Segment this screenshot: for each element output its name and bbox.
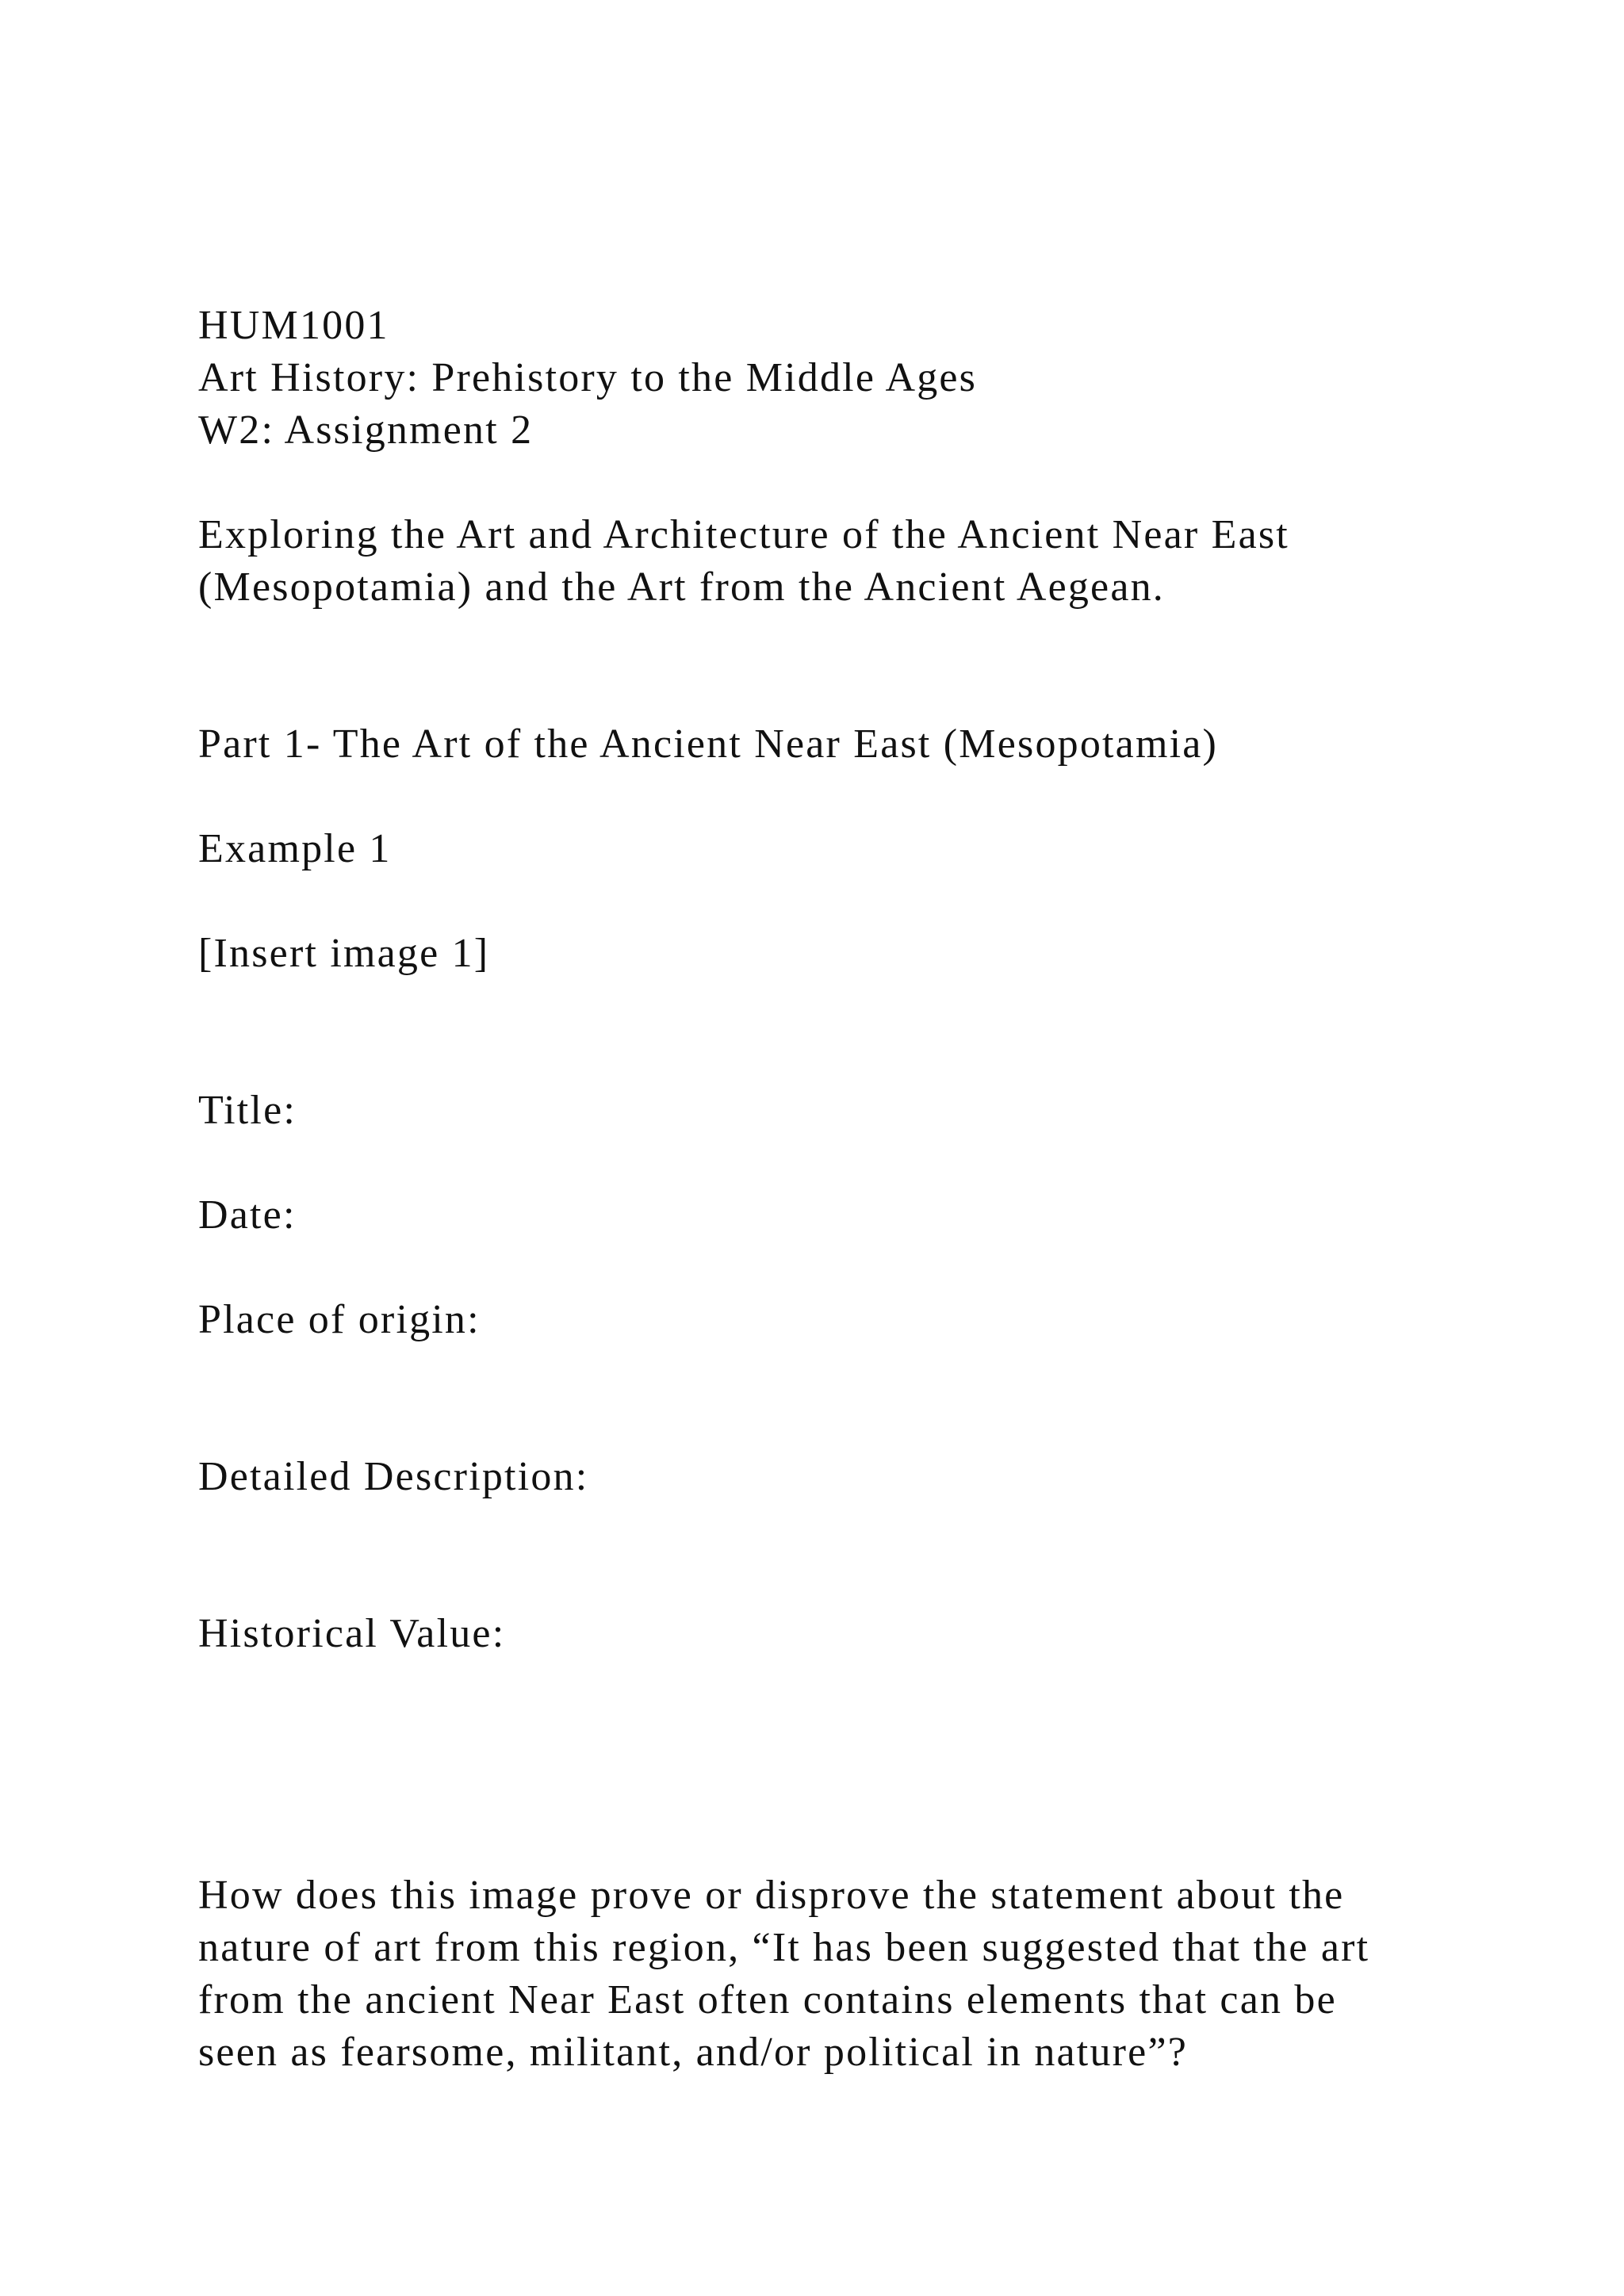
question-line-2: nature of art from this region, “It has been suggested that the art bbox=[198, 1925, 1370, 1970]
intro-line-2: (Mesopotamia) and the Art from the Ancient Aegean. bbox=[198, 564, 1166, 610]
field-title: Title: bbox=[198, 1088, 297, 1133]
field-date: Date: bbox=[198, 1192, 297, 1238]
course-code: HUM1001 bbox=[198, 303, 389, 348]
image-placeholder: [Insert image 1] bbox=[198, 931, 490, 976]
question-line-1: How does this image prove or disprove the statement about the bbox=[198, 1873, 1345, 1918]
field-historical-value: Historical Value: bbox=[198, 1611, 506, 1656]
intro-line-1: Exploring the Art and Architecture of the Ancient Near East bbox=[198, 512, 1289, 557]
question-line-4: seen as fearsome, militant, and/or political in nature”? bbox=[198, 2030, 1189, 2075]
part1-heading: Part 1- The Art of the Ancient Near East (Mesopotamia) bbox=[198, 721, 1219, 767]
example-label: Example 1 bbox=[198, 826, 392, 871]
field-place-of-origin: Place of origin: bbox=[198, 1297, 481, 1342]
assignment-title: W2: Assignment 2 bbox=[198, 408, 534, 453]
question-line-3: from the ancient Near East often contains elements that can be bbox=[198, 1977, 1337, 2022]
course-title: Art History: Prehistory to the Middle Ages bbox=[198, 355, 978, 400]
field-detailed-description: Detailed Description: bbox=[198, 1454, 589, 1499]
